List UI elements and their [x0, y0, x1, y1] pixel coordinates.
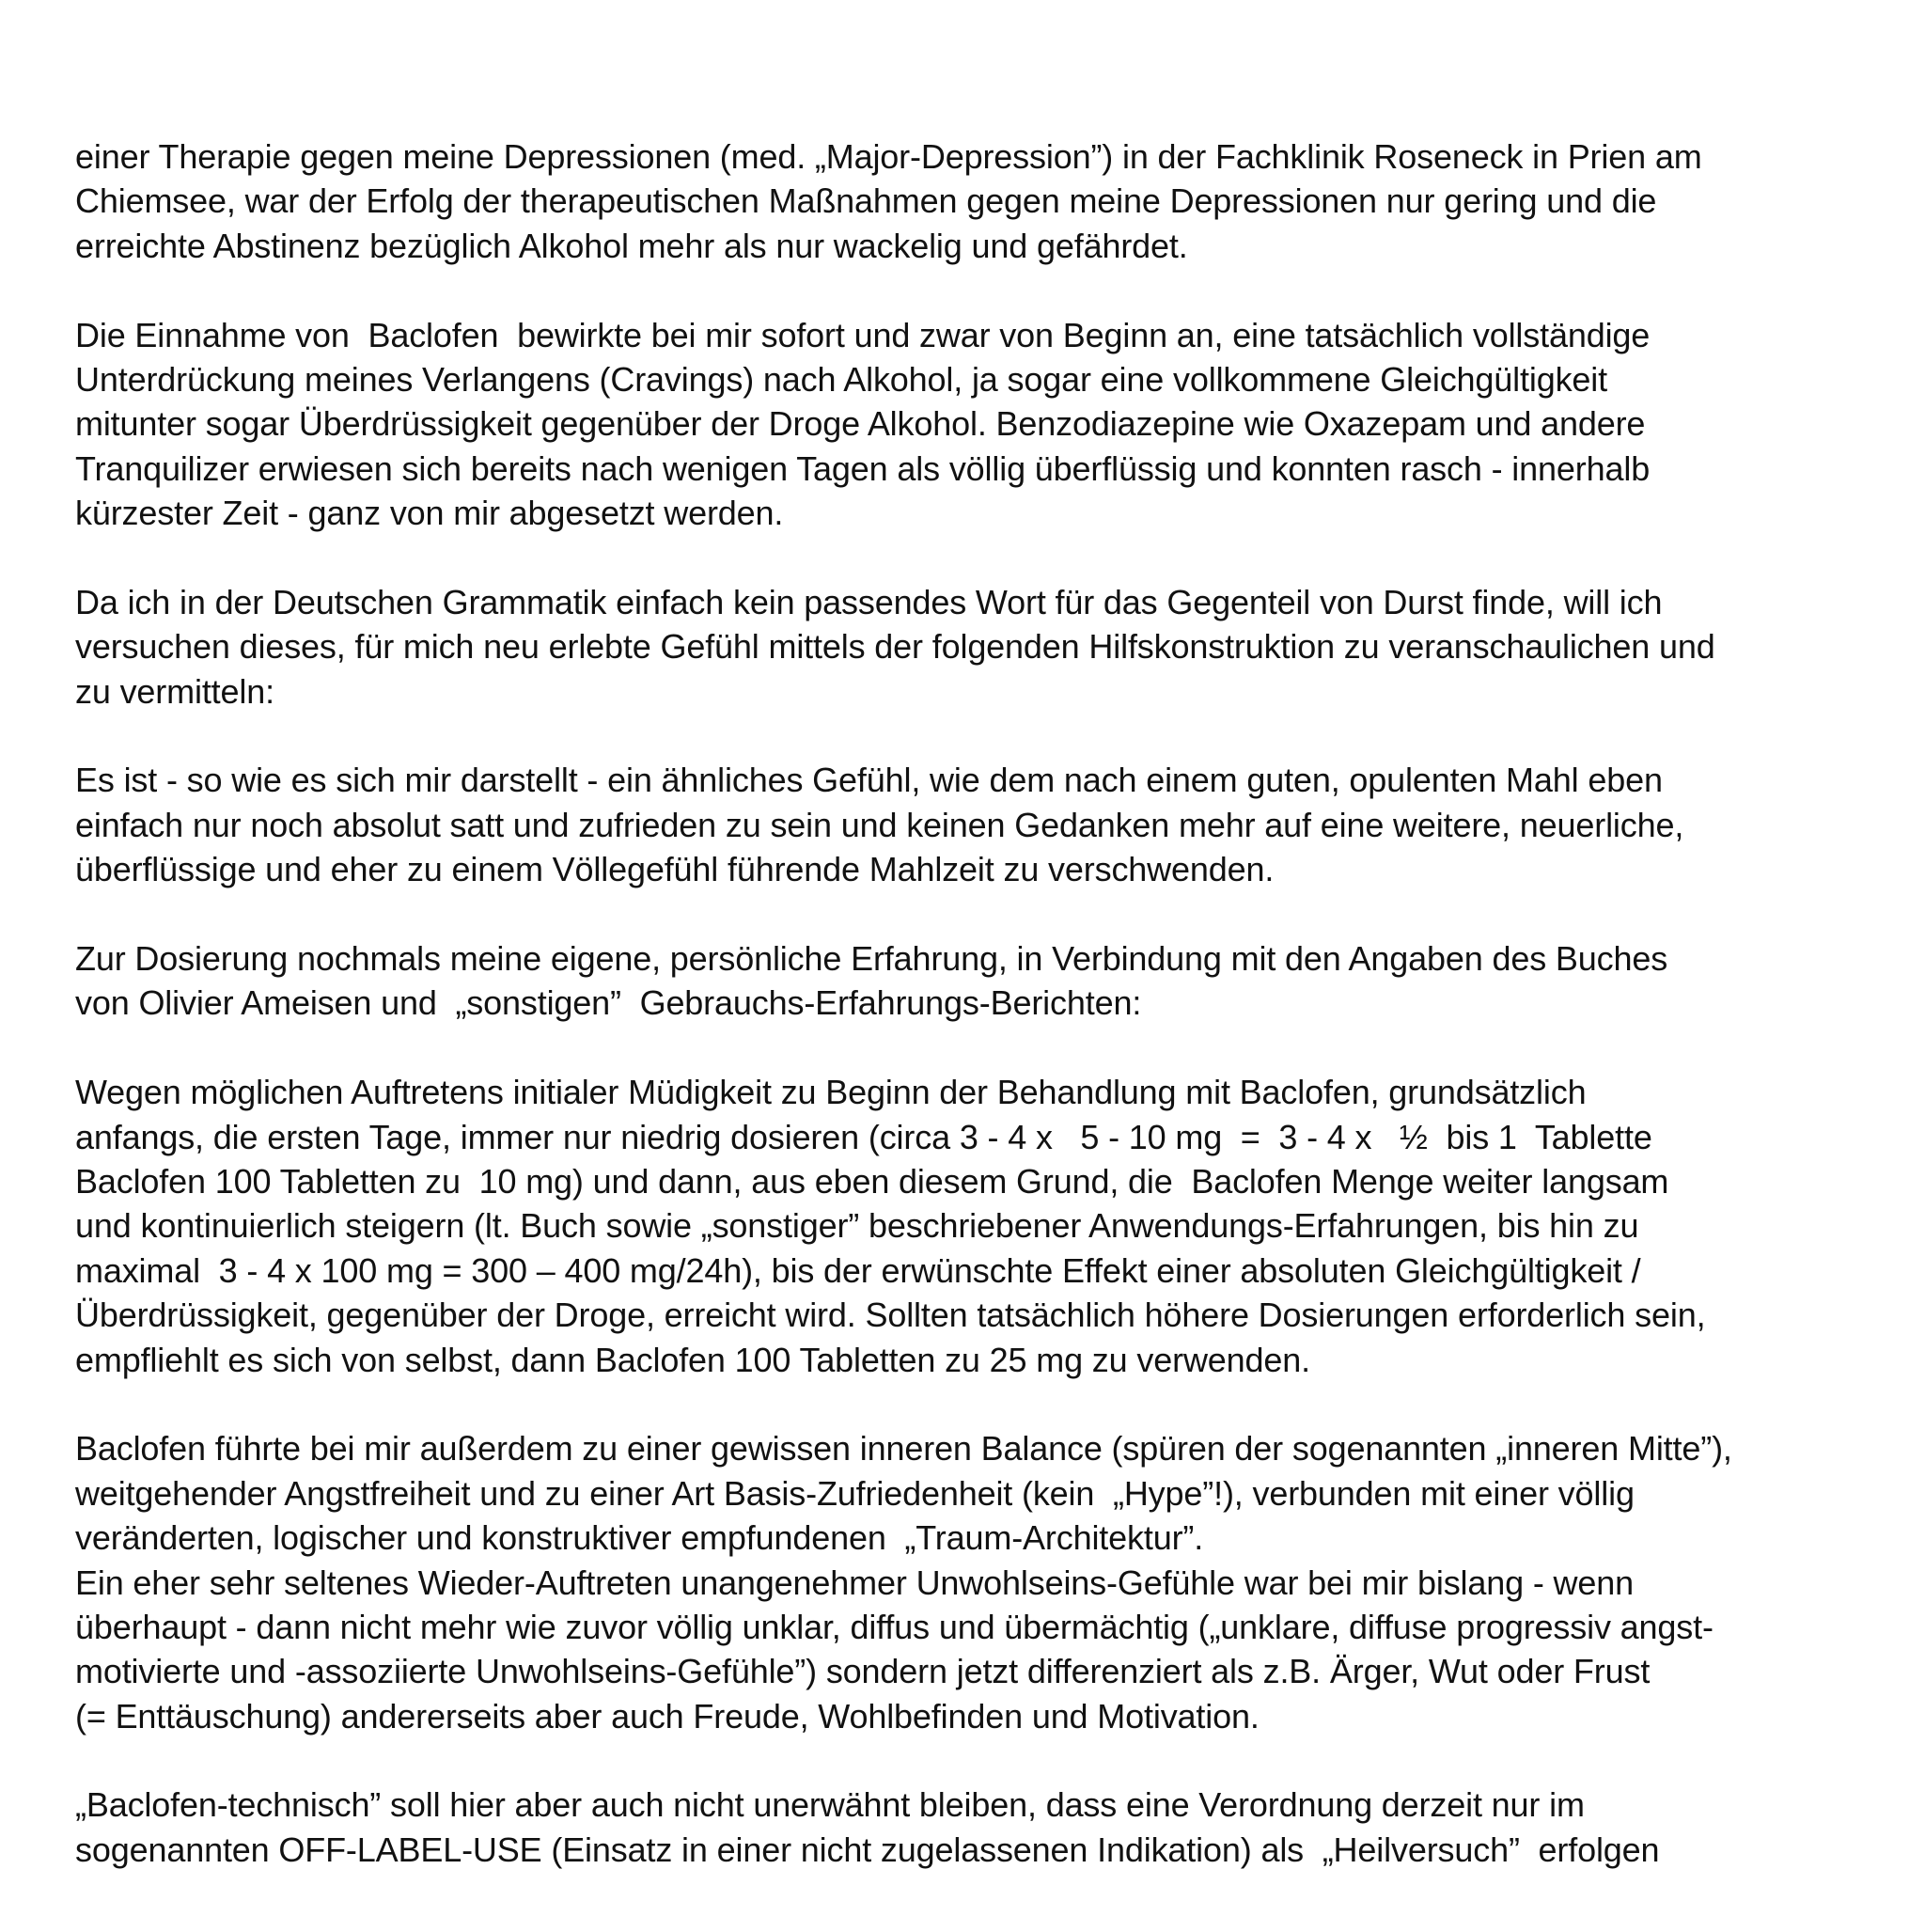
paragraph-spacer [75, 714, 1889, 758]
text-line: Die Einnahme von Baclofen bewirkte bei mir sofort und zwar von Beginn an, eine tatsächlich vollständige [75, 315, 1651, 354]
text-line: überflüssige und eher zu einem Völlegefühl führende Mahlzeit zu verschwenden. [75, 850, 1275, 889]
paragraph-grammar [75, 580, 1889, 714]
paragraph-spacer [75, 536, 1889, 580]
text-line: einer Therapie gegen meine Depressionen (med. „Major-Depression”) in der Fachklinik Roseneck in Prien am [75, 137, 1702, 176]
text-line: versuchen dieses, für mich neu erlebte Gefühl mittels der folgenden Hilfskonstruktion zu veranschaulichen und [75, 627, 1715, 667]
text-line: empfliehlt es sich von selbst, dann Baclofen 100 Tabletten zu 25 mg zu verwenden. [75, 1340, 1310, 1379]
paragraph-feeling [75, 758, 1889, 891]
text-line: Ein eher sehr seltenes Wieder-Auftreten unangenehmer Unwohlseins-Gefühle war bei mir bislang - wenn [75, 1563, 1635, 1602]
text-line: „Baclofen-technisch” soll hier aber auch nicht unerwähnt bleiben, dass eine Verordnung derzeit nur im [75, 1785, 1585, 1825]
text-line: Baclofen führte bei mir außerdem zu einer gewissen inneren Balance (spüren der sogenannten „inneren Mitte”), [75, 1429, 1732, 1469]
document-page [75, 134, 1889, 1872]
text-line: zu vermitteln: [75, 671, 274, 711]
text-line: Unterdrückung meines Verlangens (Cravings) nach Alkohol, ja sogar eine vollkommene Gleichgültigkeit [75, 359, 1608, 399]
text-line: und kontinuierlich steigern (lt. Buch sowie „sonstiger” beschriebener Anwendungs-Erfahrungen, bis hin zu [75, 1206, 1639, 1246]
text-line: Wegen möglichen Auftretens initialer Müdigkeit zu Beginn der Behandlung mit Baclofen, grundsätzlich [75, 1073, 1587, 1112]
text-line: motivierte und -assoziierte Unwohlseins-Gefühle”) sondern jetzt differenziert als z.B. Ärger, Wut oder Frust [75, 1652, 1651, 1691]
paragraph-spacer [75, 1382, 1889, 1426]
text-line: Es ist - so wie es sich mir darstellt - ein ähnliches Gefühl, wie dem nach einem guten, opulenten Mahl eben [75, 761, 1663, 800]
text-line: Tranquilizer erwiesen sich bereits nach wenigen Tagen als völlig überflüssig und konnten rasch - innerhalb [75, 448, 1651, 488]
text-line: Baclofen 100 Tabletten zu 10 mg) und dann, aus eben diesem Grund, die Baclofen Menge weiter langsam [75, 1161, 1669, 1201]
text-line: sogenannten OFF-LABEL-USE (Einsatz in einer nicht zugelassenen Indikation) als „Heilversuch” erfolgen [75, 1830, 1660, 1869]
text-line: kürzester Zeit - ganz von mir abgesetzt werden. [75, 494, 784, 533]
paragraph-spacer [75, 268, 1889, 312]
text-line: anfangs, die ersten Tage, immer nur niedrig dosieren (circa 3 - 4 x 5 - 10 mg = 3 - 4 x ½ bis 1 Tablette [75, 1117, 1652, 1156]
paragraph-balance [75, 1426, 1889, 1738]
paragraph-spacer [75, 1026, 1889, 1070]
text-line: erreichte Abstinenz bezüglich Alkohol mehr als nur wackelig und gefährdet. [75, 226, 1188, 265]
text-line: einfach nur noch absolut satt und zufrieden zu sein und keinen Gedanken mehr auf eine weitere, neuerliche, [75, 805, 1684, 844]
paragraph-spacer [75, 892, 1889, 936]
paragraph-baclofen-effect [75, 313, 1889, 536]
paragraph-off-label [75, 1783, 1889, 1872]
text-line: (= Enttäuschung) andererseits aber auch Freude, Wohlbefinden und Motivation. [75, 1696, 1260, 1736]
text-line: weitgehender Angstfreiheit und zu einer Art Basis-Zufriedenheit (kein „Hype”!), verbunden mit einer völlig [75, 1473, 1635, 1513]
paragraph-therapy-context [75, 134, 1889, 268]
text-line: mitunter sogar Überdrüssigkeit gegenüber der Droge Alkohol. Benzodiazepine wie Oxazepam und andere [75, 404, 1646, 444]
paragraph-spacer [75, 1738, 1889, 1783]
text-line: Zur Dosierung nochmals meine eigene, persönliche Erfahrung, in Verbindung mit den Angaben des Buches [75, 939, 1668, 979]
text-line: maximal 3 - 4 x 100 mg = 300 – 400 mg/24h), bis der erwünschte Effekt einer absoluten Gleichgültigkeit / [75, 1250, 1641, 1290]
text-line: Chiemsee, war der Erfolg der therapeutischen Maßnahmen gegen meine Depressionen nur gering und die [75, 181, 1657, 221]
text-line: von Olivier Ameisen und „sonstigen” Gebrauchs-Erfahrungs-Berichten: [75, 983, 1142, 1023]
text-line: überhaupt - dann nicht mehr wie zuvor völlig unklar, diffus und übermächtig („unklare, diffuse progressiv angst- [75, 1607, 1714, 1646]
paragraph-dosage [75, 1070, 1889, 1382]
text-line: veränderten, logischer und konstruktiver empfundenen „Traum-Architektur”. [75, 1518, 1204, 1558]
text-line: Überdrüssigkeit, gegenüber der Droge, erreicht wird. Sollten tatsächlich höhere Dosierungen erforderlich sein, [75, 1296, 1706, 1335]
paragraph-dosage-intro [75, 936, 1889, 1026]
text-line: Da ich in der Deutschen Grammatik einfach kein passendes Wort für das Gegenteil von Durst finde, will ich [75, 582, 1663, 621]
